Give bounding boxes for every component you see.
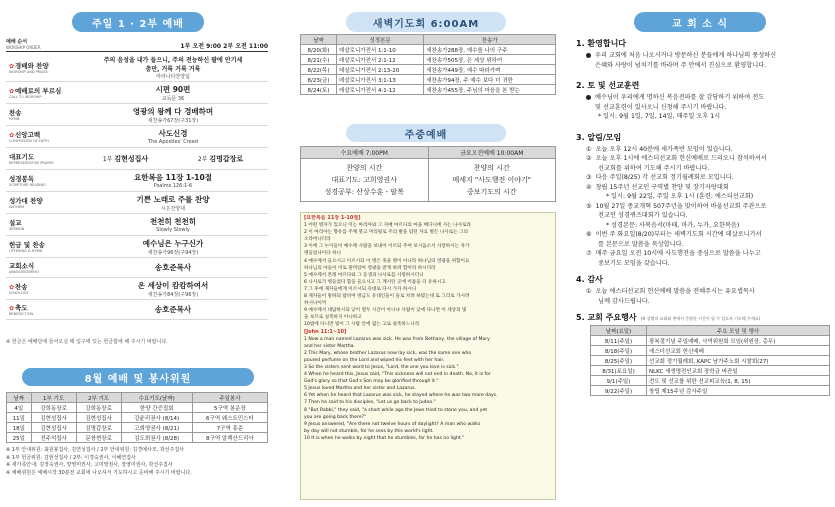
fri-line: 찬양의 시간	[473, 164, 510, 172]
item-number: ⑦	[586, 250, 592, 257]
table-row	[591, 376, 830, 386]
scripture-line: 1 Now a man named Lazarus was sick. He was from Bethany, the village of Mary	[304, 336, 490, 342]
prayer-column	[296, 0, 556, 507]
wed-header: 수요예배 7:00PM	[301, 147, 429, 158]
section-heading: 4. 감사	[576, 275, 603, 284]
table-cell: 25일	[7, 433, 32, 443]
order-item-label: 성경봉독	[9, 175, 35, 183]
order-row	[6, 54, 268, 82]
order-item-title: 송호준목사	[154, 263, 192, 272]
order-row	[6, 278, 268, 300]
notice-item	[576, 287, 832, 297]
item-number: ④	[586, 183, 592, 191]
worship-order-column	[6, 0, 268, 507]
table-cell: 8/23(금)	[301, 75, 337, 85]
scripture-ko-heading: [요한복음 11장 1-10절]	[304, 215, 361, 221]
order-item-title: 영광의 왕께 다 경배하며	[132, 106, 214, 116]
notice-text: 오늘 오후 1시에 에스더선교회 헌신예배로 드리오니 참석하셔서	[595, 155, 767, 162]
order-item-title: 기쁜 노래로 주를 찬양	[136, 194, 210, 204]
wed-line: 성경공부: 산상수훈 - 팔복	[324, 188, 404, 196]
note-line: ※ 1부 안내위원: 최원봉집사, 김연성집사 / 2부 안내위원: 김경예사모, 곽선주집사	[6, 447, 184, 453]
scripture-line: you are going back there?"	[304, 414, 367, 420]
notice-item	[576, 192, 832, 202]
order-item-title: 온 세상이 캄캄하여서	[137, 280, 209, 290]
notice-text: 를 본문으로 말씀을 묵상합니다.	[598, 240, 684, 248]
note-line: ※ 1부 헌금위원: 김현성집사 / 2부: 이경숙권사, 이혜연집사	[6, 454, 136, 461]
table-cell: 11일	[7, 413, 32, 423]
table-header-row	[7, 393, 268, 403]
notice-text: 오늘 에스더선교회 헌신예배 말씀을 전해주시는 유요셉목사	[595, 288, 755, 295]
order-item-sub: 새찬송가96장(구94장)	[147, 249, 199, 256]
scripture-line: 오라버니더라	[304, 237, 331, 243]
order-item-title-2: 충만, 거룩 거룩 거룩	[145, 66, 201, 73]
column-header: 찬송가	[424, 35, 556, 45]
item-number: ⑤	[586, 202, 592, 210]
table-cell: NLKC 새생명전인교회 장학금 바잔일	[647, 366, 830, 376]
duty-notes	[6, 447, 268, 477]
table-cell: 8/22(목)	[301, 65, 337, 75]
order-item-label-en: DOXOLOGY	[9, 291, 29, 295]
table-row	[7, 423, 268, 433]
table-cell: 9/22(주일)	[591, 386, 647, 396]
table-cell: 강희동장로	[76, 403, 121, 413]
table-cell: 김명갑장로	[76, 423, 121, 433]
column-header: 날짜	[7, 393, 32, 403]
order-item-label-en: ANNOUNCEMENT	[9, 270, 40, 274]
prayer-2-name: 김명갑장로	[209, 154, 244, 163]
fri-line: 중보기도의 시간	[466, 188, 517, 196]
notice-item	[576, 154, 832, 164]
order-item-label: 신앙고백	[15, 131, 41, 139]
table-cell: 광복절기념 주일예배, 사역위원회 모임(위원장, 총무)	[647, 336, 830, 346]
duty-title: 8월 예배 및 봉사위원	[22, 368, 254, 386]
order-item-label: 설교	[9, 219, 22, 227]
table-cell: 8/31(토요일)	[591, 366, 647, 376]
scripture-line: God's glory so that God's Son may be glorified through it."	[304, 379, 439, 385]
order-item-label: 성가대 찬양	[9, 197, 43, 205]
note-line: ※ 예배위원은 예배시작 30분전 교회에 나오셔서 기도하시고 준비해 주시기 바랍니다.	[6, 469, 192, 476]
wed-line: 대표기도: 고희영권사	[331, 176, 397, 184]
table-row	[7, 403, 268, 413]
order-row	[6, 104, 268, 126]
scripture-en-heading: [John 11:1~10]	[304, 328, 347, 335]
scripture-line: 하나님의 아들이 이로 말미암아 영광을 받게 하려 함이라 하시더라	[304, 265, 436, 271]
thanks-list	[576, 287, 832, 306]
table-cell: 데살로니가전서 2:13-20	[337, 65, 424, 75]
notice-text: 중보기도 모임을 갖습니다.	[598, 259, 670, 267]
scripture-en	[304, 336, 552, 442]
order-item-sub: 새찬송가84장(구96장)	[147, 291, 199, 298]
table-cell: 데살로니가전서 3:1-13	[337, 75, 424, 85]
table-row	[7, 413, 268, 423]
order-item-label-en: OFFERING & HYMN	[9, 249, 43, 253]
order-item-sub: 시온찬양대	[160, 205, 186, 212]
item-number: ②	[586, 155, 592, 162]
notice-item	[576, 249, 832, 259]
table-cell: 강윤리권사 (8/14)	[121, 413, 192, 423]
table-cell: 김현성집사	[76, 413, 121, 423]
notice-text: 다음 주일(8/25) 각 선교회 정기월례회로 모입니다.	[595, 174, 734, 181]
order-item-sub: 마라나타찬양팀	[156, 74, 190, 80]
scripture-line: and her sister Martha.	[304, 343, 355, 349]
prayer-2-label: 2부	[197, 155, 208, 163]
table-row	[301, 75, 556, 85]
order-row	[6, 148, 268, 170]
prayer-1-label: 1부	[102, 155, 113, 163]
scripture-line: 6 Yet when he heard that Lazarus was sick, he stayed where he was two more days.	[304, 393, 498, 399]
table-row	[591, 356, 830, 366]
table-row	[591, 366, 830, 376]
notice-item	[576, 240, 832, 250]
scripture-line: 2 이 마리아는 향유를 주께 붓고 머리털로 주의 발을 닦던 자요 병든 나사로는 그의	[304, 230, 468, 236]
table-row	[591, 346, 830, 356]
table-cell: 문창현장로	[76, 433, 121, 443]
table-cell: 데살로니가전서 2:1-12	[337, 55, 424, 65]
weekly-worship-title: 주중예배	[346, 124, 506, 142]
order-item-label: 교회소식	[9, 262, 35, 270]
section-heading: 1. 환영합니다	[576, 39, 627, 48]
scripture-box	[300, 212, 556, 500]
news-text: 및 선교훈련이 있사오니 신청해 주시기 바랍니다.	[595, 103, 727, 111]
note-line: ※ 새가족안내: 김정숙권사, 양영미권사, 고미영권사, 장영미권사, 곽선주집사	[6, 462, 173, 468]
item-number: ①	[586, 145, 592, 153]
order-row	[6, 170, 268, 192]
scripture-line: poured perfume on the Lord and wiped his feet with her hair.	[304, 357, 445, 363]
notice-text: 전교인 성경퀴즈대회가 있습니다.	[598, 212, 688, 219]
column-header: 주요 모임 및 행사	[647, 326, 830, 336]
section-heading: 2. 토 및 선교훈련	[576, 81, 640, 90]
scripture-line: 7 Then he said to his disciples, "Let us go back to Judea."	[304, 400, 436, 406]
table-cell: 5구역 봉운장	[192, 403, 267, 413]
table-cell: 8구역 알렉산드리아	[192, 433, 267, 443]
table-cell: 새찬송가455장, 주님의 마음을 본 받는	[424, 85, 556, 95]
scripture-line: 6 나사로가 병들었다 함을 들으시고 그 계시던 곳에 이틀을 더 유하시고	[304, 279, 446, 285]
column-header: 주일봉사	[192, 393, 267, 403]
scripture-line: 7 그 후에 제자들에게 이르시되 유대로 다시 가자 하시니	[304, 286, 417, 292]
column-header: 날짜(요일)	[591, 326, 647, 336]
order-item-title: 요한복음 11장 1-10절	[134, 173, 212, 182]
column-header: 성경본문	[337, 35, 424, 45]
order-item-label-en: HYMN	[9, 117, 20, 121]
scripture-line: 9 예수께서 대답하시되 낮이 열두 시간이 아니냐 사람이 낮에 다니면 이 세상의 빛	[304, 308, 467, 314]
table-cell: 고희영권사 (8/21)	[121, 423, 192, 433]
notice-text: 님께 감사드립니다.	[598, 297, 650, 305]
table-cell: 한양 간증집회	[121, 403, 192, 413]
table-cell: 7구역 흥준	[192, 423, 267, 433]
scripture-line: 1 어떤 병자가 있으니 이는 마리아와 그 자매 마르다의 마을 베다니에 사는 나사로라	[304, 223, 471, 229]
table-cell: 전주석집사	[31, 433, 76, 443]
scripture-line: 4 예수께서 들으시고 이르시되 이 병은 죽을 병이 아니라 하나님의 영광을 위함이요	[304, 258, 470, 264]
scripture-line: 2 This Mary, whose brother Lazarus now lay sick, was the same one who	[304, 350, 472, 356]
order-item-label: 찬송	[15, 283, 28, 291]
order-item-label: 대표기도	[9, 153, 35, 161]
table-cell: 8/11(주일)	[591, 336, 647, 346]
table-cell: 새찬송가288장, 예수를 나의 구주	[424, 45, 556, 55]
order-item-sub: 교독문 36	[161, 95, 185, 102]
scripture-line: 10 It is when he walks by night that he stumbles, for he has no light."	[304, 435, 465, 441]
rose-icon: ✿	[9, 63, 15, 70]
table-cell: 8/21(수)	[301, 55, 337, 65]
notice-text: * 성경본문: 사복음서(마태, 마가, 누가, 요한복음)	[606, 221, 740, 229]
notice-text: * 일시: 9월 22일, 주일 오후 1시 (훈련: 에스더선교회)	[606, 193, 754, 200]
scripture-line: 8 "But Rabbi," they said, "a short while ago the Jews tried to stone you, and yet	[304, 407, 488, 413]
notice-item	[576, 211, 832, 221]
order-item-title: 사도신경	[158, 129, 188, 138]
scripture-line: 5 Jesus loved Martha and her sister and Lazarus.	[304, 386, 416, 392]
notice-item	[576, 173, 832, 183]
order-item-title: 주의 음성을 내가 들으니, 주의 전능하신 팔에 안기세	[103, 57, 243, 64]
order-item-label-en: BENEDICTION	[9, 312, 34, 316]
table-cell: 8/24(토)	[301, 85, 337, 95]
table-cell: 9/1(주일)	[591, 376, 647, 386]
order-row	[6, 82, 268, 104]
table-row	[301, 65, 556, 75]
item-number: ⑥	[586, 231, 592, 238]
order-item-title: 천천히 천천히	[149, 217, 197, 226]
scripture-line: 3 이에 그 누이들이 예수께 사람을 보내어 이르되 주여 보시옵소서 사랑하시는 자가	[304, 244, 470, 250]
table-header-row	[591, 326, 830, 336]
column-header: 날짜	[301, 35, 337, 45]
scripture-line: 3 So the sisters sent word to Jesus, "Lord, the one you love is sick."	[304, 364, 459, 370]
events-note: (※ 상황의 교회와 추에서 응방한 시간이 될 수 있도록 기도해 주세요)	[640, 316, 761, 321]
order-item-title: 송호준목사	[154, 305, 192, 314]
section-heading: 3. 알림/모임	[576, 132, 622, 142]
order-item-label-en: CALL TO WORSHIP	[9, 95, 42, 99]
worship-title: 주일 1 · 2부 예배	[72, 12, 204, 32]
order-item-label-en: SCRIPTURE READING	[9, 183, 46, 187]
table-cell: 김도희권사 (8/28)	[121, 433, 192, 443]
news-text: 예수님이 우리에게 명하신 복음전파를 잘 감당하기 위하여 전도	[595, 94, 765, 101]
order-item-sub: Psalms 126:1-6	[153, 183, 193, 189]
table-row	[301, 45, 556, 55]
table-cell: 8/20(화)	[301, 45, 337, 55]
scripture-line: 하시나이까	[304, 301, 327, 307]
order-label-en: WORSHIP ORDER	[6, 45, 41, 50]
notice-text: 10월 27일 종교개혁 507주년을 맞이하여 바울선교회 주관으로	[595, 202, 767, 210]
weekly-worship-box	[300, 146, 556, 202]
order-row	[6, 214, 268, 236]
table-cell: 6구역 웨스트민스터	[192, 413, 267, 423]
order-item-label: 경배와 찬양	[15, 62, 49, 70]
news-text: 우리 교회에 처음 나오시거나 방문하신 분들에게 하나님의 풍성하신	[595, 52, 777, 59]
scripture-line: 5 예수께서 본래 마르다와 그 동생과 나사로를 사랑하시더니	[304, 272, 424, 278]
news-text: 은혜와 사랑이 넘치기를 바라며 주 안에서 진심으로 환영합니다.	[595, 61, 767, 69]
fri-line: 메세지 "사도행전 이야기"	[452, 176, 531, 184]
order-list	[6, 54, 268, 320]
table-cell: 강희동장로	[31, 403, 76, 413]
news-text: * 일시: 9월 1일, 7일, 14일, 매주일 오후 1시	[598, 113, 721, 120]
table-cell: 18일	[7, 423, 32, 433]
notice-text: 오늘 오후 12시 40분에 새가족반 모임이 있습니다.	[595, 145, 733, 153]
order-item-title: 예수님은 누구신가	[142, 238, 204, 248]
table-row	[301, 55, 556, 65]
notice-item	[576, 202, 832, 212]
table-cell: 데살로니가전서 1:1-10	[337, 45, 424, 55]
item-number: ③	[586, 174, 592, 181]
order-item-label-en: WORSHIP AND PRAISE	[9, 70, 48, 74]
table-cell: 새찬송가449장, 예수 따라가며	[424, 65, 556, 75]
order-row	[6, 126, 268, 148]
order-item-label: 축도	[15, 304, 28, 312]
order-item-label-en: ANTHEM	[9, 205, 25, 209]
notice-item	[576, 297, 832, 307]
order-header	[6, 38, 268, 52]
news-body	[576, 38, 832, 396]
table-cell: 김현성집사	[31, 423, 76, 433]
order-item-label: 헌금 및 찬송	[9, 241, 45, 249]
table-cell: 선교회 정기월례회, KAPC 남가주노회 시찰회(27)	[647, 356, 830, 366]
scripture-line: 10밤에 다니면 빛이 그 사람 안에 없는 고로 실족하느니라	[304, 322, 420, 328]
notice-list	[576, 145, 832, 269]
notice-item	[576, 230, 832, 240]
table-cell: 새찬송가94장, 주 예수 보다 더 귀한	[424, 75, 556, 85]
table-row	[591, 336, 830, 346]
table-cell: 창립 제15주년 감사주일	[647, 386, 830, 396]
order-item-sub: Slowly Slowly	[156, 227, 190, 233]
item-number: ①	[586, 288, 592, 295]
order-item-sub: The Apostles' Creed	[148, 139, 198, 145]
column-header: 수요기도(날짜)	[121, 393, 192, 403]
scripture-line: 9 Jesus answered, "Are there not twelve hours of daylight? A man who walks	[304, 421, 481, 427]
rose-icon: ✿	[9, 88, 15, 95]
order-item-sub: 새찬송가67장(구31장)	[147, 117, 199, 124]
order-item-title: 시편 90편	[155, 84, 191, 94]
order-item-label-en: CONFESSION OF FAITH	[9, 139, 49, 143]
offering-note: ※ 헌금은 예배당에 들어오실 때 입구에 있는 헌금함에 해 주시기 바랍니다.	[6, 339, 168, 345]
order-item-label-en: REPRESENTATIVE PRAYER	[9, 161, 54, 165]
notice-text: 매주 금요일 오전 10시에 사도행전을 중심으로 말씀을 나누고	[595, 250, 761, 257]
prayer-1-name: 김현성집사	[114, 154, 149, 163]
dawn-prayer-title: 새벽기도회 6:00AM	[346, 12, 506, 32]
order-row	[6, 258, 268, 278]
notice-item	[576, 164, 832, 174]
fri-header: 금요오전예배 10:00AM	[460, 150, 524, 157]
scripture-line: 4 When he heard this, Jesus said, "This sickness will not end in death. No, it is for	[304, 372, 491, 378]
order-item-label-en: SERMON	[9, 227, 25, 231]
table-cell: 에스더선교회 헌신예배	[647, 346, 830, 356]
wed-line: 찬양의 시간	[346, 164, 383, 172]
table-cell: 전도 및 선교를 위한 선교피교육(1, 8, 15)	[647, 376, 830, 386]
table-cell: 새찬송가505장, 온 세상 위하여	[424, 55, 556, 65]
notice-item	[576, 221, 832, 231]
bullet-icon	[586, 95, 591, 100]
order-item-label: 찬송	[9, 109, 22, 117]
table-cell: 데살로니가전서 4:1-12	[337, 85, 424, 95]
rose-icon: ✿	[9, 132, 15, 139]
duty-table	[6, 392, 268, 443]
order-row	[6, 300, 268, 320]
table-cell: 4일	[7, 403, 32, 413]
news-title: 교 회 소 식	[634, 12, 766, 32]
events-table	[590, 325, 830, 396]
dawn-prayer-table	[300, 34, 556, 95]
table-cell: 8/18(주일)	[591, 346, 647, 356]
table-header-row	[301, 35, 556, 45]
table-cell: 김현성집사	[31, 413, 76, 423]
notice-item	[576, 259, 832, 269]
section-heading: 5. 교회 주요행사	[576, 313, 637, 322]
order-item-label: 예배로의 부르심	[15, 87, 62, 95]
rose-icon: ✿	[9, 284, 15, 291]
column-header: 2부 기도	[76, 393, 121, 403]
table-cell: 8/25(주일)	[591, 356, 647, 366]
scripture-line: by day will not stumble, for he sees by this world's light.	[304, 428, 434, 434]
order-row	[6, 192, 268, 214]
notice-text: 창립 15주년 선교인 구역별 찬양 및 장기자랑대회	[595, 183, 729, 191]
table-row	[591, 386, 830, 396]
notice-item	[576, 183, 832, 193]
church-news-column	[572, 0, 832, 507]
notice-text: 선교회를 위하여 기도해 주시기 바랍니다.	[598, 164, 710, 172]
scripture-line: 병들었나이다 하니	[304, 251, 341, 257]
notice-text: 이번 주 화요일(8/20)부터는 새벽기도회 시간에 데살로니가서	[595, 231, 762, 238]
column-header: 1부 기도	[31, 393, 76, 403]
bullet-icon	[586, 53, 591, 58]
notice-item	[576, 145, 832, 155]
scripture-line: 을 보므로 실족하지 아니하고	[304, 315, 362, 321]
order-label: 예배 순서	[6, 39, 28, 45]
scripture-ko	[304, 222, 552, 328]
table-row	[301, 85, 556, 95]
table-row	[7, 433, 268, 443]
service-times: 1부 오전 9:00 2부 오전 11:00	[180, 43, 268, 50]
rose-icon: ✿	[9, 305, 15, 312]
order-row	[6, 236, 268, 258]
scripture-line: 8 제자들이 말하되 랍비여 방금도 유대인들이 돌로 치려 하였는데 또 그리로 가시려	[304, 294, 470, 300]
